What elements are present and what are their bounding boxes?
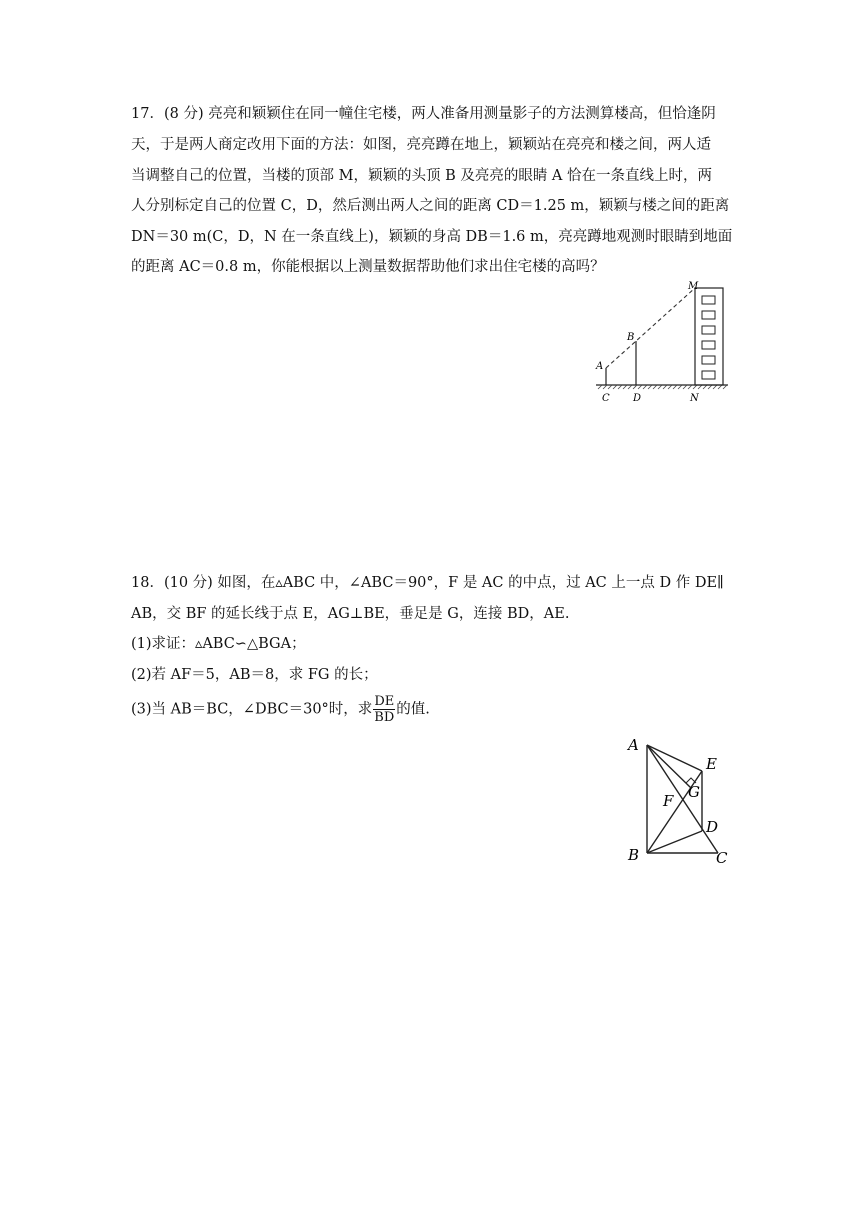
q18-line-5	[131, 694, 430, 725]
label-d: D	[633, 393, 642, 404]
label-d: D	[706, 818, 719, 836]
q18-triangle-figure	[625, 736, 735, 866]
label-c: C	[716, 849, 728, 866]
fraction-de-bd	[373, 694, 395, 725]
q17-line-4: 人分别标定自己的位置 C，D，然后测出两人之间的距离 CD＝1.25 m，颖颖与楼之间的距离	[131, 198, 730, 214]
label-b: B	[627, 332, 635, 343]
q18-line-4: (2)若 AF＝5，AB＝8，求 FG 的长；	[131, 667, 378, 683]
q17-line-2: 天，于是两人商定改用下面的方法：如图，亮亮蹲在地上，颖颖站在亮亮和楼之间，两人适	[131, 137, 711, 153]
label-a: A	[596, 361, 604, 372]
q17-building-figure	[592, 278, 730, 406]
building	[695, 288, 723, 385]
q18-part3-prefix: (3)当 AB＝BC，∠DBC＝30°时，求	[131, 701, 373, 718]
building-windows	[702, 296, 715, 379]
q17-line-5: DN＝30 m(C，D，N 在一条直线上)，颖颖的身高 DB＝1.6 m，亮亮蹲地观测时眼睛到地面	[131, 229, 733, 245]
label-m: M	[688, 281, 699, 292]
label-a: A	[628, 736, 639, 754]
q17-line-3: 当调整自己的位置，当楼的顶部 M，颖颖的头顶 B 及亮亮的眼睛 A 恰在一条直线上时，两	[131, 168, 713, 184]
label-g: G	[688, 783, 700, 801]
fraction-numerator: DE	[374, 694, 395, 709]
q18-line-1: 18．(10 分) 如图，在▵ABC 中，∠ABC＝90°，F 是 AC 的中点，过 AC 上一点 D 作 DE∥	[131, 575, 724, 591]
label-b: B	[628, 846, 640, 864]
label-n: N	[690, 393, 699, 404]
label-e: E	[706, 755, 717, 773]
q17-line-6: 的距离 AC＝0.8 m，你能根据以上测量数据帮助他们求出住宅楼的高吗？	[131, 259, 605, 275]
sight-line	[606, 288, 695, 368]
label-c: C	[602, 393, 610, 404]
q17-line-1: 17．(8 分) 亮亮和颖颖住在同一幢住宅楼，两人准备用测量影子的方法测算楼高，但恰逢阴	[131, 106, 716, 122]
fraction-denominator: BD	[374, 710, 395, 725]
q18-line-3: (1)求证：▵ABC∽△BGA；	[131, 636, 306, 652]
q18-line-2: AB，交 BF 的延长线于点 E，AG⊥BE，垂足是 G，连接 BD，AE.	[131, 606, 570, 622]
q18-part3-suffix: 的值.	[396, 701, 430, 718]
label-f: F	[663, 792, 674, 810]
